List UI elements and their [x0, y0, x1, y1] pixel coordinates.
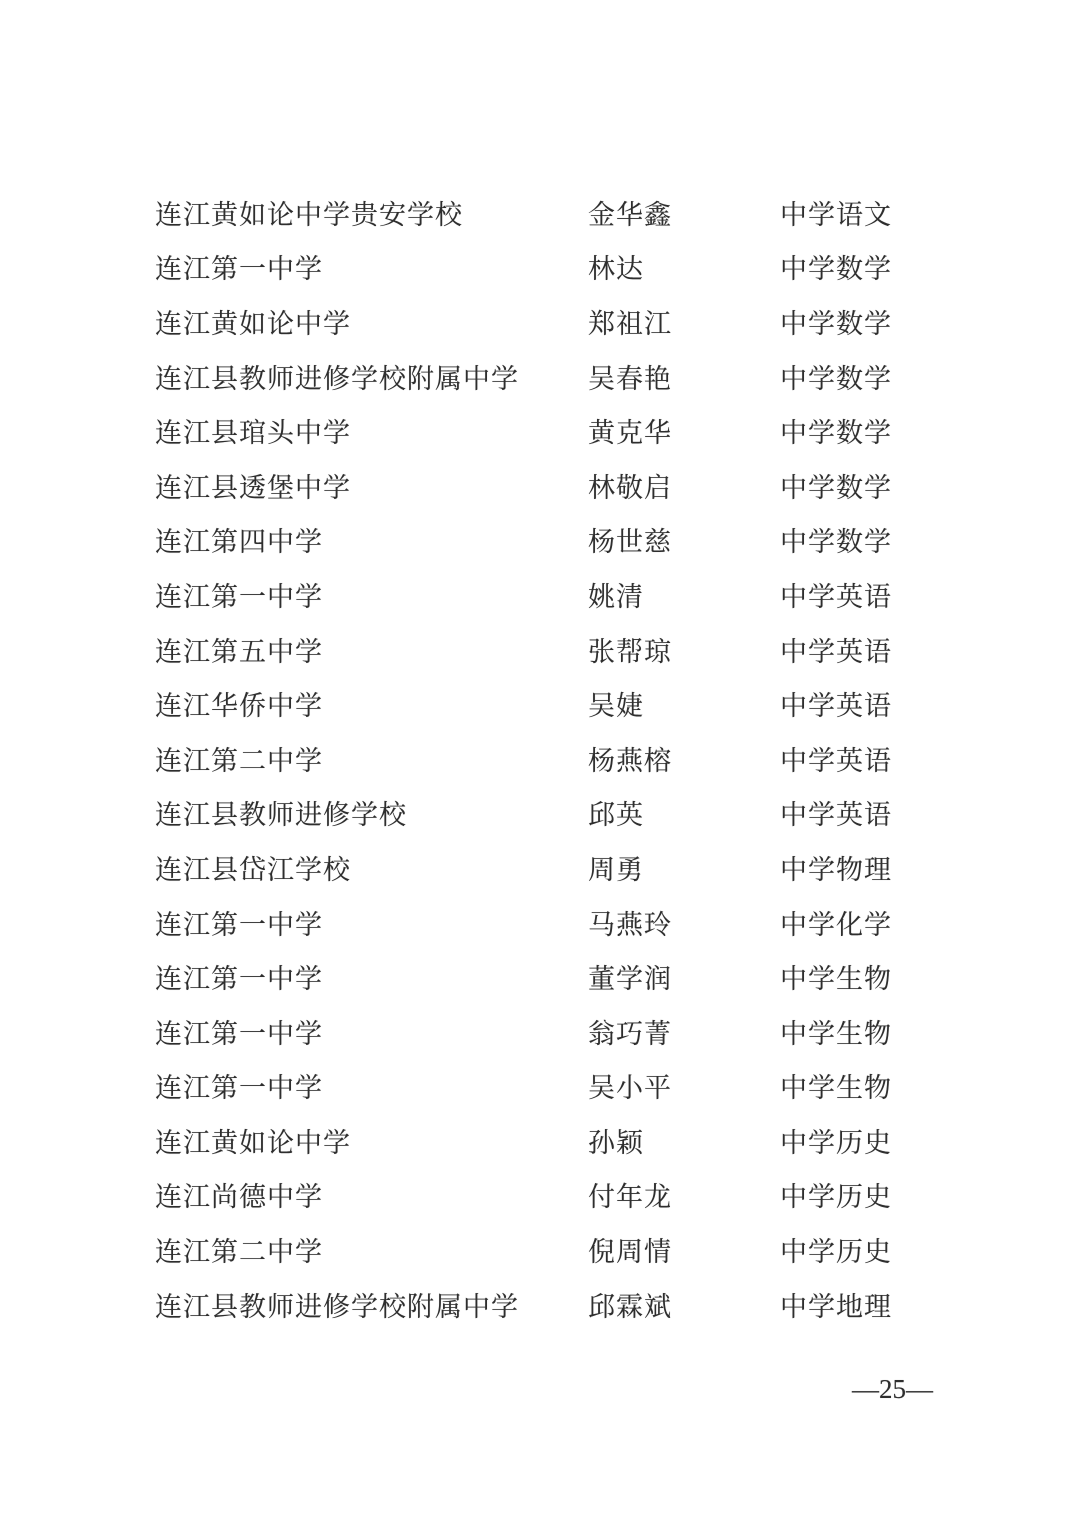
- teacher-name-cell: 邱霖斌: [588, 1291, 672, 1322]
- table-row: [155, 1007, 927, 1062]
- table-row: [155, 1225, 927, 1280]
- subject-cell: 中学化学: [780, 909, 892, 940]
- teacher-name-cell: 林达: [588, 254, 644, 285]
- table-row: [155, 461, 927, 516]
- table-row: [155, 188, 927, 243]
- school-cell: 连江第一中学: [155, 581, 323, 612]
- subject-cell: 中学英语: [780, 800, 892, 831]
- subject-cell: 中学历史: [780, 1127, 892, 1158]
- table-row: [155, 243, 927, 298]
- table-row: [155, 952, 927, 1007]
- subject-cell: 中学生物: [780, 1073, 892, 1104]
- school-cell: 连江第五中学: [155, 636, 323, 667]
- teacher-name-cell: 孙颖: [588, 1127, 644, 1158]
- subject-cell: 中学生物: [780, 964, 892, 995]
- subject-cell: 中学数学: [780, 527, 892, 558]
- school-cell: 连江县琯头中学: [155, 418, 351, 449]
- table-row: [155, 516, 927, 571]
- subject-cell: 中学历史: [780, 1182, 892, 1213]
- teacher-name-cell: 金华鑫: [588, 199, 672, 230]
- school-cell: 连江华侨中学: [155, 691, 323, 722]
- school-cell: 连江第一中学: [155, 909, 323, 940]
- subject-cell: 中学英语: [780, 581, 892, 612]
- teacher-name-cell: 马燕玲: [588, 909, 672, 940]
- table-row: [155, 1062, 927, 1117]
- teacher-name-cell: 董学润: [588, 964, 672, 995]
- subject-cell: 中学数学: [780, 418, 892, 449]
- subject-cell: 中学数学: [780, 308, 892, 339]
- school-cell: 连江第一中学: [155, 964, 323, 995]
- teacher-name-cell: 周勇: [588, 854, 644, 885]
- subject-cell: 中学英语: [780, 691, 892, 722]
- subject-cell: 中学物理: [780, 854, 892, 885]
- school-cell: 连江县透堡中学: [155, 472, 351, 503]
- teacher-name-cell: 杨世慈: [588, 527, 672, 558]
- school-cell: 连江县教师进修学校附属中学: [155, 1291, 519, 1322]
- teacher-name-cell: 姚清: [588, 581, 644, 612]
- school-cell: 连江第四中学: [155, 527, 323, 558]
- teacher-name-cell: 林敬启: [588, 472, 672, 503]
- subject-cell: 中学英语: [780, 636, 892, 667]
- teacher-name-cell: 付年龙: [588, 1182, 672, 1213]
- table-row: [155, 297, 927, 352]
- subject-cell: 中学语文: [780, 199, 892, 230]
- subject-cell: 中学数学: [780, 363, 892, 394]
- table-row: [155, 625, 927, 680]
- table-row: [155, 1280, 927, 1335]
- table-row: [155, 679, 927, 734]
- school-cell: 连江尚德中学: [155, 1182, 323, 1213]
- table-row: [155, 1171, 927, 1226]
- teacher-name-cell: 杨燕榕: [588, 745, 672, 776]
- school-cell: 连江黄如论中学: [155, 308, 351, 339]
- school-cell: 连江第一中学: [155, 1073, 323, 1104]
- school-cell: 连江县教师进修学校: [155, 800, 407, 831]
- teacher-name-cell: 吴婕: [588, 691, 644, 722]
- subject-cell: 中学数学: [780, 472, 892, 503]
- table-row: [155, 789, 927, 844]
- subject-cell: 中学地理: [780, 1291, 892, 1322]
- teacher-name-cell: 吴小平: [588, 1073, 672, 1104]
- teacher-name-cell: 郑祖江: [588, 308, 672, 339]
- subject-cell: 中学数学: [780, 254, 892, 285]
- page-number: —25—: [852, 1374, 933, 1404]
- subject-cell: 中学生物: [780, 1018, 892, 1049]
- school-cell: 连江黄如论中学贵安学校: [155, 199, 463, 230]
- school-cell: 连江第二中学: [155, 1237, 323, 1268]
- teacher-name-cell: 黄克华: [588, 418, 672, 449]
- teacher-name-cell: 翁巧菁: [588, 1018, 672, 1049]
- school-cell: 连江黄如论中学: [155, 1127, 351, 1158]
- table-row: [155, 734, 927, 789]
- table-row: [155, 352, 927, 407]
- table-row: [155, 406, 927, 461]
- teacher-name-cell: 邱英: [588, 800, 644, 831]
- teacher-name-cell: 吴春艳: [588, 363, 672, 394]
- subject-cell: 中学历史: [780, 1237, 892, 1268]
- school-cell: 连江县教师进修学校附属中学: [155, 363, 519, 394]
- school-cell: 连江第一中学: [155, 254, 323, 285]
- teacher-roster-table: [155, 188, 927, 1334]
- school-cell: 连江第一中学: [155, 1018, 323, 1049]
- table-row: [155, 1116, 927, 1171]
- teacher-name-cell: 倪周情: [588, 1237, 672, 1268]
- table-row: [155, 570, 927, 625]
- teacher-name-cell: 张帮琼: [588, 636, 672, 667]
- table-row: [155, 843, 927, 898]
- school-cell: 连江第二中学: [155, 745, 323, 776]
- subject-cell: 中学英语: [780, 745, 892, 776]
- school-cell: 连江县岱江学校: [155, 854, 351, 885]
- table-row: [155, 898, 927, 953]
